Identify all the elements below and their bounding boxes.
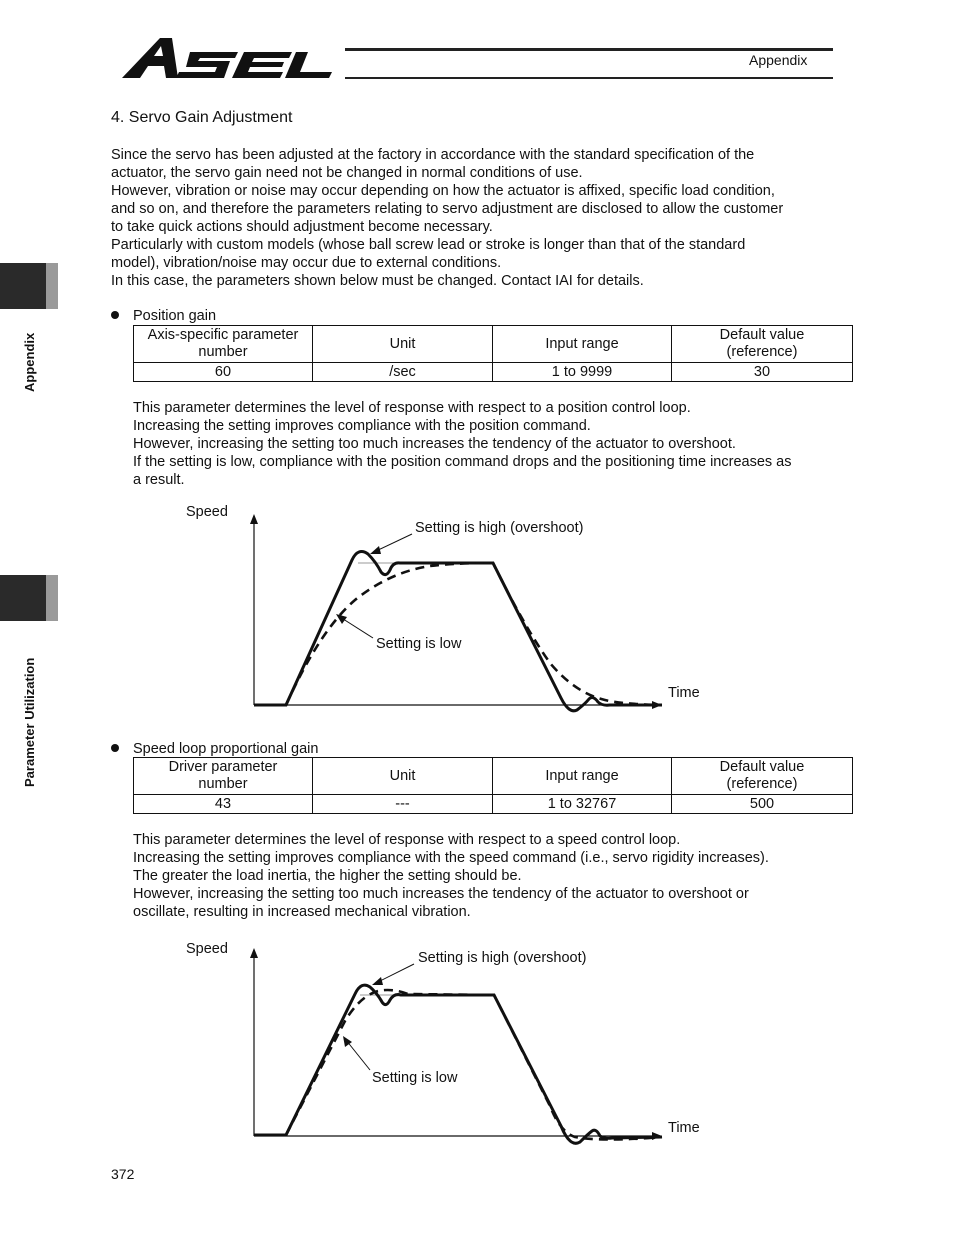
low-setting-label: Setting is low <box>376 636 462 652</box>
description-line: Increasing the setting improves compliance with the position command. <box>133 418 591 434</box>
description-line: a result. <box>133 472 185 488</box>
high-gain-curve <box>254 552 662 711</box>
table-header-cell: Default value (reference) <box>672 758 853 795</box>
high-setting-label: Setting is high (overshoot) <box>415 520 584 536</box>
intro-line: However, vibration or noise may occur depending on how the actuator is affixed, specific load condition, <box>111 183 775 199</box>
intro-line: In this case, the parameters shown below must be changed. Contact IAI for details. <box>111 273 644 289</box>
intro-line: and so on, and therefore the parameters relating to servo adjustment are disclosed to allow the customer <box>111 201 784 217</box>
table-header-cell: Driver parameter number <box>134 758 313 795</box>
low-label-arrowhead <box>336 614 347 624</box>
x-axis-label: Time <box>668 685 700 701</box>
speed-loop-gain-graph <box>180 936 700 1156</box>
intro-paragraph <box>111 146 783 290</box>
low-label-leader <box>340 617 373 638</box>
x-axis-label: Time <box>668 1120 700 1136</box>
position-gain-graph <box>180 500 700 722</box>
intro-line: model), vibration/noise may occur due to external conditions. <box>111 255 502 271</box>
table-row <box>134 795 853 814</box>
description-line: This parameter determines the level of response with respect to a speed control loop. <box>133 832 681 848</box>
section-title: 4. Servo Gain Adjustment <box>111 109 293 126</box>
graph-axes <box>250 514 662 709</box>
description-line: However, increasing the setting too much increases the tendency of the actuator to overshoot or <box>133 886 749 902</box>
table-header-row <box>134 758 853 795</box>
high-setting-label: Setting is high (overshoot) <box>418 950 587 966</box>
bullet-position-gain: Position gain <box>133 308 217 324</box>
intro-line: Particularly with custom models (whose ball screw lead or stroke is longer than that of the standard <box>111 237 746 253</box>
bullet-icon <box>111 744 119 752</box>
description-line: However, increasing the setting too much increases the tendency of the actuator to overshoot. <box>133 436 736 452</box>
table-header-cell: Unit <box>313 758 493 795</box>
table-cell: /sec <box>313 363 493 382</box>
table-cell: 43 <box>134 795 313 814</box>
low-gain-curve <box>286 990 662 1140</box>
speed-loop-gain-table <box>133 757 853 814</box>
y-axis-label: Speed <box>186 941 228 957</box>
speed-loop-gain-description <box>133 831 769 921</box>
side-tab-parameter-accent <box>46 575 58 621</box>
side-tab-appendix-block <box>0 263 46 309</box>
table-cell: 30 <box>672 363 853 382</box>
table-cell: 500 <box>672 795 853 814</box>
table-header-cell: Input range <box>493 758 672 795</box>
low-setting-label: Setting is low <box>372 1070 458 1086</box>
description-line: If the setting is low, compliance with the position command drops and the positioning time increases as <box>133 454 792 470</box>
position-gain-description <box>133 399 792 489</box>
high-gain-curve <box>254 985 662 1143</box>
header-rule-top <box>345 48 833 51</box>
bullet-speed-loop-gain: Speed loop proportional gain <box>133 741 319 757</box>
y-axis-label: Speed <box>186 504 228 520</box>
header-section-label: Appendix <box>749 52 808 68</box>
asel-logo <box>120 34 345 82</box>
intro-line: Since the servo has been adjusted at the factory in accordance with the standard specification of the <box>111 147 755 163</box>
description-line: oscillate, resulting in increased mechanical vibration. <box>133 904 471 920</box>
side-tab-appendix-accent <box>46 263 58 309</box>
table-cell: 60 <box>134 363 313 382</box>
page-number: 372 <box>111 1166 135 1182</box>
table-cell: 1 to 32767 <box>493 795 672 814</box>
high-label-arrowhead <box>370 546 381 554</box>
bullet-icon <box>111 311 119 319</box>
description-line: The greater the load inertia, the higher the setting should be. <box>133 868 522 884</box>
side-tab-parameter-label: Parameter Utilization <box>22 657 37 787</box>
table-cell: --- <box>313 795 493 814</box>
graph-axes <box>250 948 662 1140</box>
intro-line: actuator, the servo gain need not be changed in normal conditions of use. <box>111 165 583 181</box>
header-rule-bottom <box>345 77 833 79</box>
high-label-arrowhead <box>372 977 383 985</box>
table-header-cell: Input range <box>493 326 672 363</box>
table-row <box>134 363 853 382</box>
intro-line: to take quick actions should adjustment become necessary. <box>111 219 493 235</box>
low-label-leader <box>346 1040 370 1070</box>
table-header-cell: Axis-specific parameter number <box>134 326 313 363</box>
side-tab-parameter-block <box>0 575 46 621</box>
position-gain-table <box>133 325 853 382</box>
table-cell: 1 to 9999 <box>493 363 672 382</box>
table-header-row <box>134 326 853 363</box>
description-line: Increasing the setting improves compliance with the speed command (i.e., servo rigidity increases). <box>133 850 769 866</box>
description-line: This parameter determines the level of response with respect to a position control loop. <box>133 400 691 416</box>
table-header-cell: Unit <box>313 326 493 363</box>
side-tab-appendix-label: Appendix <box>22 332 37 392</box>
table-header-cell: Default value (reference) <box>672 326 853 363</box>
